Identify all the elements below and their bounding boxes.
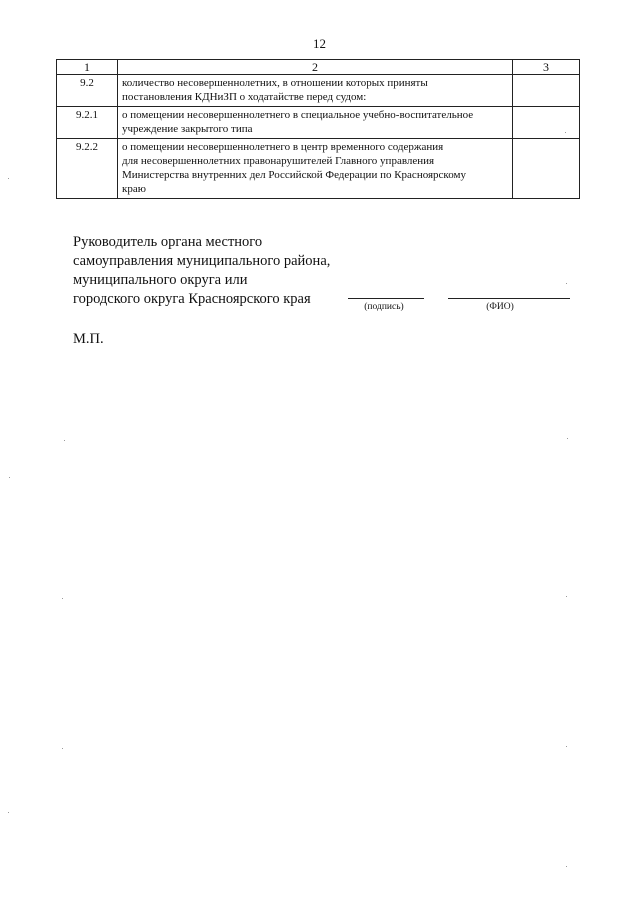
signatory-title-line: самоуправления муниципального района, [73,253,331,269]
signature-line [348,298,424,299]
row-description-line: о помещении несовершеннолетнего в центр временного содержания [122,141,444,153]
scan-speck [9,477,10,478]
scan-speck [8,812,9,813]
signatory-title [73,233,330,309]
row-number: 9.2 [57,75,118,107]
row-description [118,75,513,107]
page-number: 12 [313,36,326,51]
report-table [56,59,580,199]
row-value [513,75,580,107]
name-caption: (ФИО) [486,302,514,312]
scan-speck [566,866,567,867]
header-cell-3: 3 [513,60,580,75]
signatory-title-line: городского округа Красноярского края [73,291,311,307]
table-row [57,139,580,199]
signatory-title-line: Руководитель органа местного [73,234,263,250]
header-cell-1: 1 [57,60,118,75]
signatory-title-line: муниципального округа или [73,272,248,288]
scan-speck [566,283,567,284]
row-description-line: краю [122,183,146,195]
scan-speck [8,178,9,179]
row-description [118,139,513,199]
signature-caption: (подпись) [364,302,404,312]
row-description-line: постановления КДНиЗП о ходатайстве перед судом: [122,91,367,103]
row-description [118,107,513,139]
row-description-line: для несовершеннолетних правонарушителей Главного управления [122,155,435,167]
row-number: 9.2.1 [57,107,118,139]
table-row [57,75,580,107]
name-line [448,298,570,299]
scan-speck [566,746,567,747]
scan-speck [567,438,568,439]
row-description-line: учреждение закрытого типа [122,123,253,135]
scan-speck [62,598,63,599]
row-value [513,139,580,199]
stamp-label: М.П. [73,331,104,347]
row-value [513,107,580,139]
row-description-line: количество несовершеннолетних, в отношении которых приняты [122,77,428,89]
table-row [57,107,580,139]
scan-speck [64,440,65,441]
row-description-line: Министерства внутренних дел Российской Федерации по Красноярскому [122,169,466,181]
row-number: 9.2.2 [57,139,118,199]
table-header-row [57,60,580,75]
scan-speck [566,596,567,597]
row-description-line: о помещении несовершеннолетнего в специальное учебно-воспитательное [122,109,474,121]
header-cell-2: 2 [118,60,513,75]
scan-speck [565,132,566,133]
scan-speck [62,748,63,749]
